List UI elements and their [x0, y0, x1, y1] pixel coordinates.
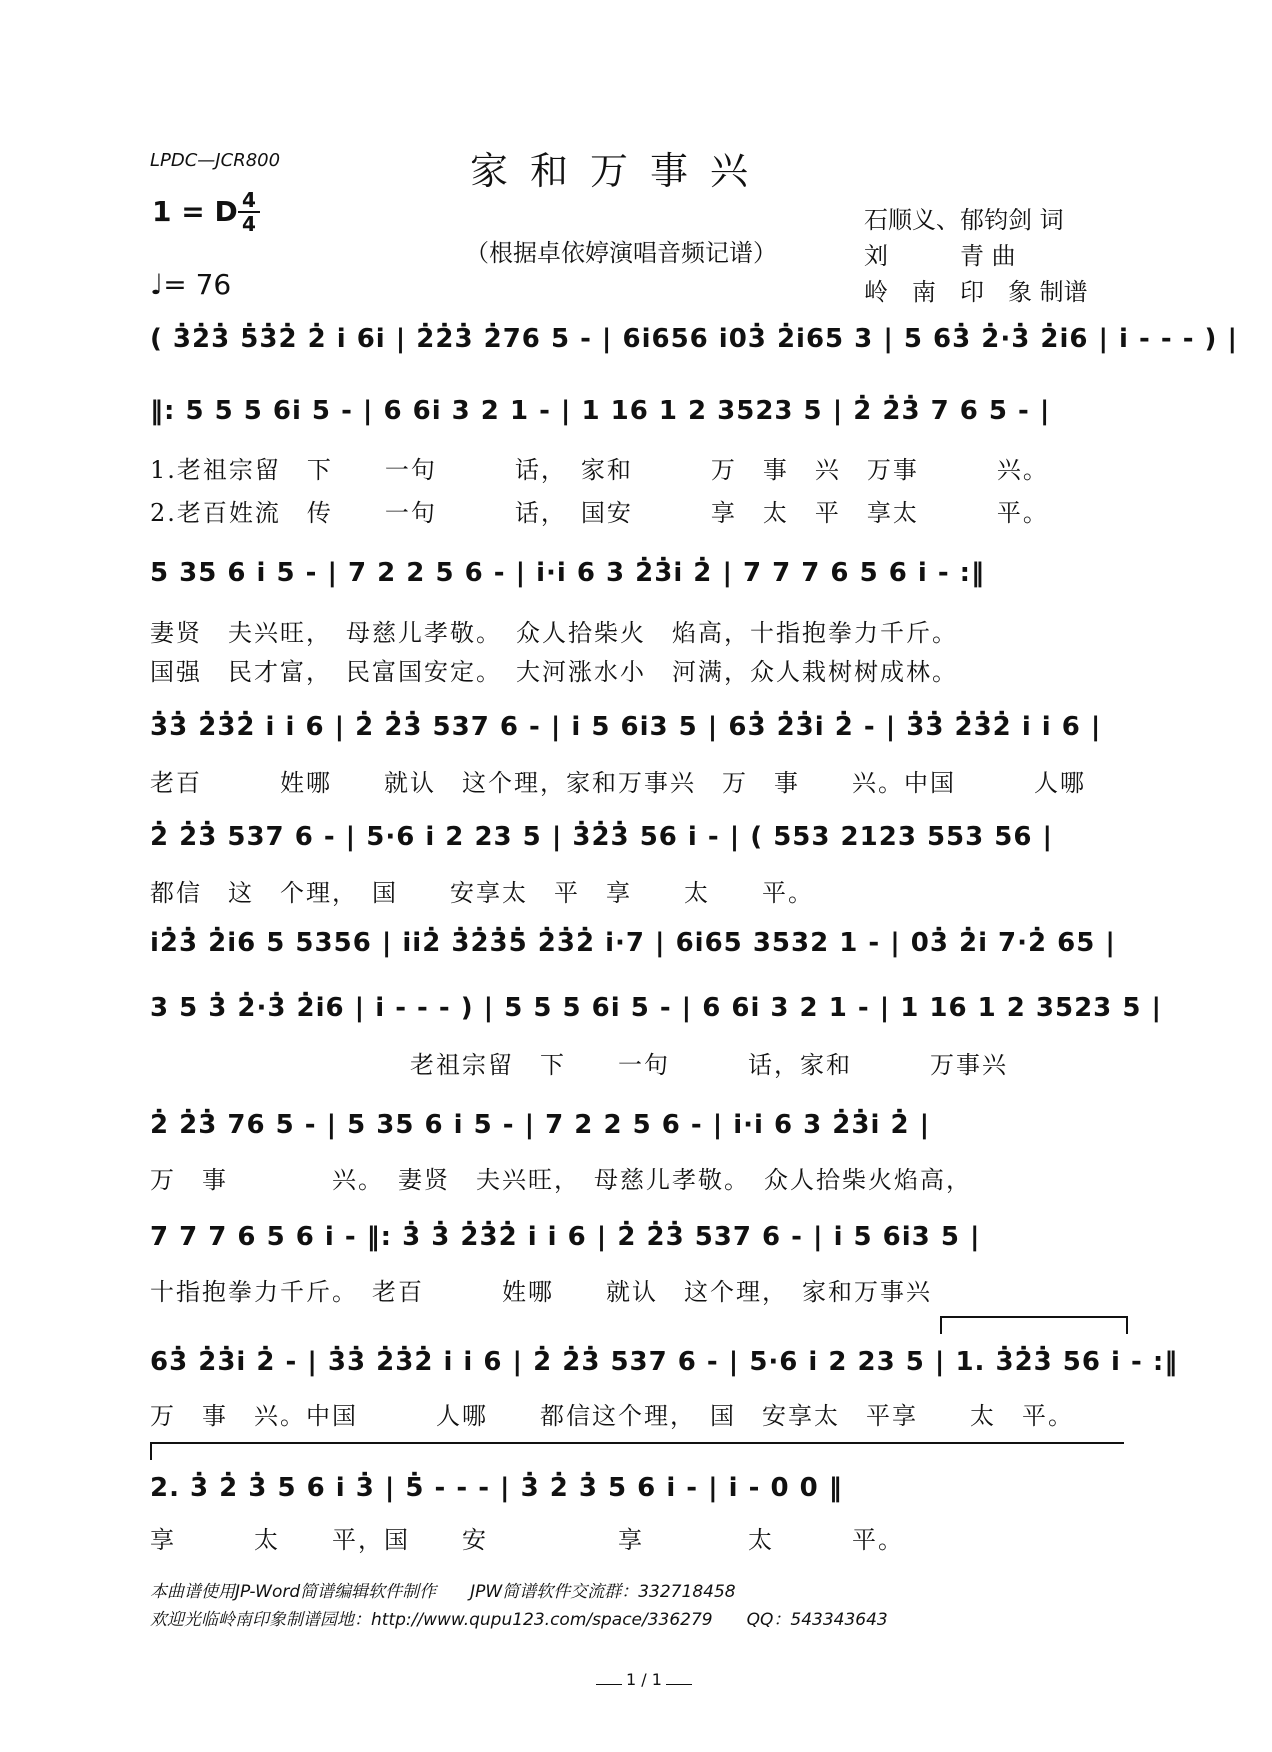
notation-line: 2. 3̇ 2̇ 3̇ 5 6 i 3̇ | 5̇ - - - | 3̇ 2̇ 3̇ 5 6 i - | i - 0 0 ‖: [150, 1473, 843, 1503]
key-signature: 1 = D: [152, 195, 238, 228]
footer-line-1: 本曲谱使用JP-Word简谱编辑软件制作 JPW简谱软件交流群：332718458: [150, 1582, 736, 1602]
lyric-line: 妻贤 夫兴旺， 母慈儿孝敬。 众人拾柴火 焰高，十指抱拳力千斤。: [150, 619, 958, 647]
notation-line: 3 5 3̇ 2̇·3̇ 2̇i6 | i - - - ) | 5 5 5 6i 5 - | 6 6i 3 2 1 - | 1 16 1 2 3523 5 |: [150, 993, 1162, 1023]
notation-line: 7 7 7 6 5 6 i - ‖: 3̇ 3̇ 2̇3̇2̇ i i 6 | 2̇ 2̇3̇ 537 6 - | i 5 6i3 5 |: [150, 1222, 981, 1252]
lyric-line: 老百 姓哪 就认 这个理，家和万事兴 万 事 兴。中国 人哪: [150, 769, 1086, 797]
time-signature-bottom: 4: [242, 212, 256, 236]
lyric-line: 十指抱拳力千斤。 老百 姓哪 就认 这个理， 家和万事兴: [150, 1278, 932, 1306]
lyric-line: 享 太 平，国 安 享 太 平。: [150, 1526, 904, 1554]
lyric-line: 2.老百姓流 传 一句 话， 国安 享 太 平 享太 平。: [150, 499, 1049, 527]
page-number-text: 1 / 1: [626, 1670, 662, 1689]
notation-line: 5 35 6 i 5 - | 7 2 2 5 6 - | i·i 6 3 2̇3̇i 2̇ | 7 7 7 6 5 6 i - :‖: [150, 558, 986, 588]
lyric-line: 老祖宗留 下 一句 话，家和 万事兴: [150, 1051, 1008, 1079]
credit-score: 岭 南 印 象 制谱: [864, 278, 1088, 306]
lyric-line: 1.老祖宗留 下 一句 话， 家和 万 事 兴 万事 兴。: [150, 456, 1049, 484]
subtitle: （根据卓依婷演唱音频记谱）: [465, 239, 777, 267]
page-title: 家和万事兴: [470, 149, 771, 193]
time-signature-top: 4: [242, 188, 256, 212]
lyric-line: 万 事 兴。 妻贤 夫兴旺， 母慈儿孝敬。 众人拾柴火焰高，: [150, 1166, 972, 1194]
tempo-marking: ♩= 76: [150, 268, 232, 301]
footer-line-2: 欢迎光临岭南印象制谱园地：http://www.qupu123.com/space/336279 QQ：543343643: [150, 1610, 888, 1630]
volta-bracket-1: [940, 1316, 1128, 1334]
notation-line: 3̇3̇ 2̇3̇2̇ i i 6 | 2̇ 2̇3̇ 537 6 - | i 5 6i3 5 | 63̇ 2̇3̇i 2̇ - | 3̇3̇ 2̇3̇2̇ i i 6 |: [150, 712, 1102, 742]
volta-bracket-2: [150, 1442, 1124, 1460]
lyric-line: 万 事 兴。中国 人哪 都信这个理， 国 安享太 平享 太 平。: [150, 1402, 1074, 1430]
notation-line: i2̇3̇ 2̇i6 5 5356 | ii2̇ 3̇2̇3̇5̇ 2̇3̇2̇ i·7 | 6i65 3532 1 - | 03̇ 2̇i 7·2̇ 65 |: [150, 928, 1116, 958]
lyric-line: 国强 民才富， 民富国安定。 大河涨水小 河满，众人栽树树成林。: [150, 658, 958, 686]
credit-music: 刘 青 曲: [864, 242, 1016, 270]
notation-line: ‖: 5 5 5 6i 5 - | 6 6i 3 2 1 - | 1 16 1 2 3523 5 | 2̇ 2̇3̇ 7 6 5 - |: [150, 396, 1051, 426]
page-number: [596, 1670, 692, 1689]
notation-line: 2̇ 2̇3̇ 76 5 - | 5 35 6 i 5 - | 7 2 2 5 6 - | i·i 6 3 2̇3̇i 2̇ |: [150, 1110, 931, 1140]
time-signature: [238, 190, 260, 234]
score-code: LPDC—JCR800: [150, 150, 281, 171]
notation-line: ( 3̇2̇3̇ 5̇3̇2̇ 2̇ i 6i | 2̇2̇3̇ 2̇76 5 - | 6i656 i03̇ 2̇i65 3 | 5 63̇ 2̇·3̇ 2̇i6 | i - - - ) |: [150, 324, 1238, 354]
notation-line: 2̇ 2̇3̇ 537 6 - | 5·6 i 2 23 5 | 3̇2̇3̇ 56 i - | ( 553 2123 553 56 |: [150, 822, 1054, 852]
credit-lyrics: 石顺义、郁钧剑 词: [864, 206, 1064, 234]
lyric-line: 都信 这 个理， 国 安享太 平 享 太 平。: [150, 879, 814, 907]
notation-line: 63̇ 2̇3̇i 2̇ - | 3̇3̇ 2̇3̇2̇ i i 6 | 2̇ 2̇3̇ 537 6 - | 5·6 i 2 23 5 | 1. 3̇2̇3̇ 56 i - :‖: [150, 1347, 1179, 1377]
